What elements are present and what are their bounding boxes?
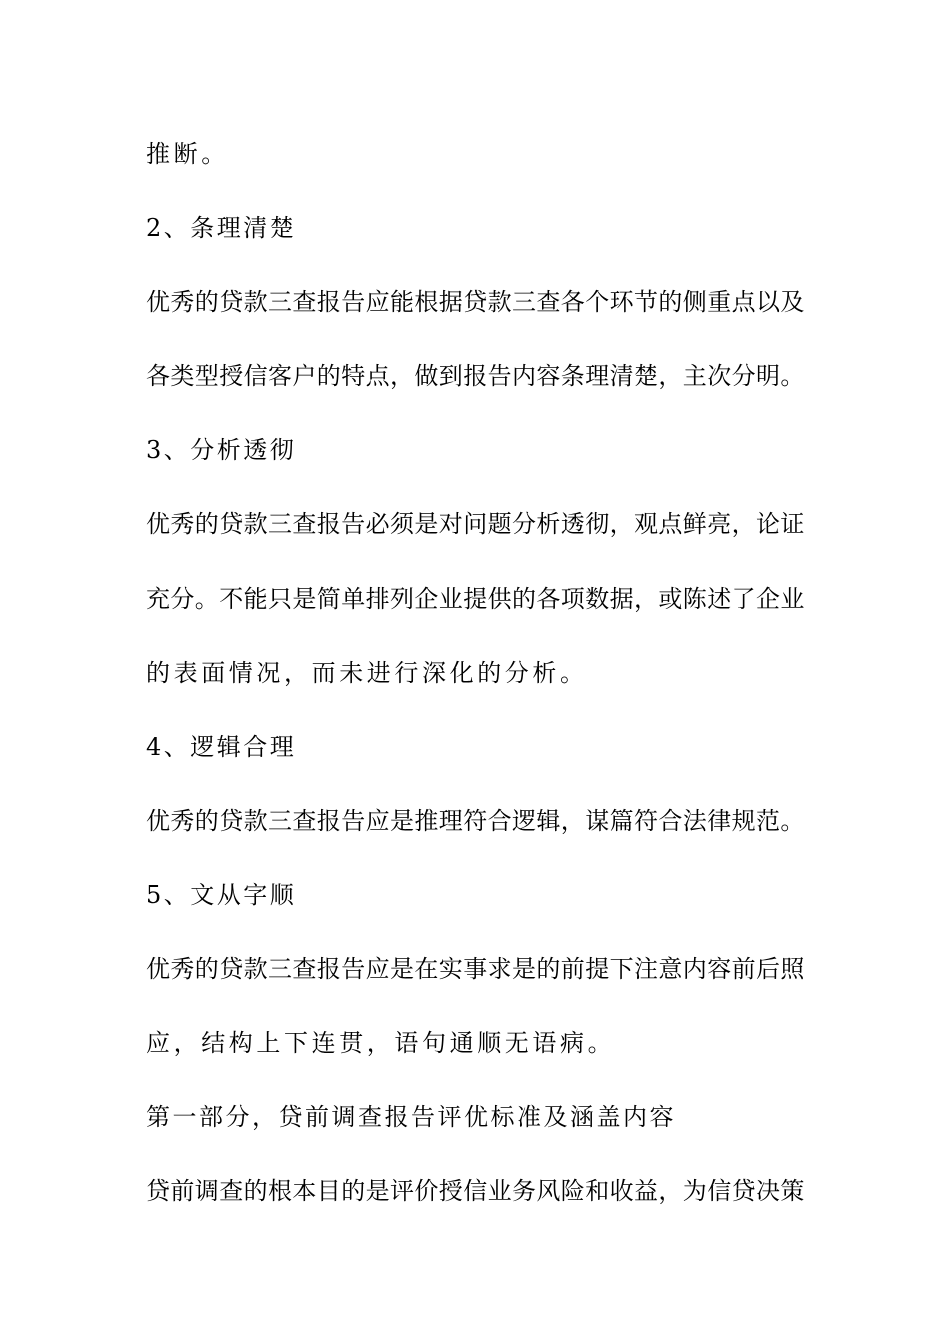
paragraph-line: 应，结构上下连贯，语句通顺无语病。: [146, 1029, 616, 1057]
part-heading: 第一部分，贷前调查报告评优标准及涵盖内容: [146, 1103, 676, 1131]
paragraph-line: 贷前调查的根本目的是评价授信业务风险和收益，为信贷决策: [146, 1177, 805, 1205]
paragraph-line: 推断。: [146, 140, 229, 168]
section-heading: 2、条理清楚: [146, 214, 297, 242]
paragraph-line: 优秀的贷款三查报告应能根据贷款三查各个环节的侧重点以及: [146, 288, 805, 316]
section-heading: 5、文从字顺: [146, 881, 297, 909]
paragraph-line: 优秀的贷款三查报告应是在实事求是的前提下注意内容前后照: [146, 955, 805, 983]
section-heading: 4、逻辑合理: [146, 733, 297, 761]
paragraph-line: 优秀的贷款三查报告必须是对问题分析透彻，观点鲜亮，论证: [146, 510, 805, 538]
section-heading: 3、分析透彻: [146, 436, 297, 464]
paragraph-line: 的表面情况，而未进行深化的分析。: [146, 659, 588, 687]
paragraph-line: 充分。不能只是简单排列企业提供的各项数据，或陈述了企业: [146, 585, 805, 613]
paragraph-line: 优秀的贷款三查报告应是推理符合逻辑，谋篇符合法律规范。: [146, 807, 805, 835]
paragraph-line: 各类型授信客户的特点，做到报告内容条理清楚，主次分明。: [146, 362, 805, 390]
